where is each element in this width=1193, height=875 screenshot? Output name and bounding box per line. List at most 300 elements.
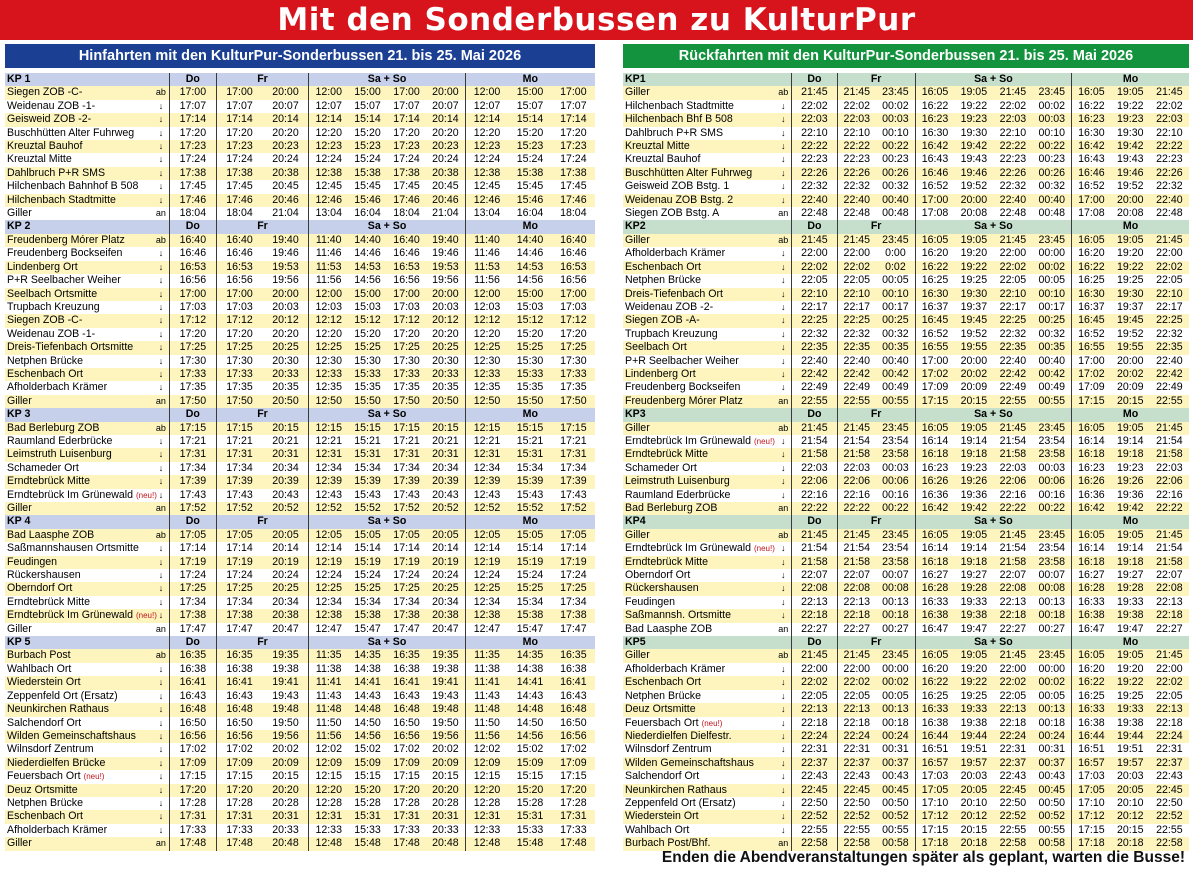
time-cell: 23:54	[876, 542, 915, 555]
time-cell: 15:46	[348, 194, 387, 207]
time-cell: 19:23	[954, 113, 993, 126]
time-cell: 00:18	[1032, 717, 1071, 730]
time-cell: 22:22	[837, 140, 876, 153]
time-cell: 22:42	[792, 368, 837, 381]
time-cell: 17:31	[552, 810, 595, 823]
new-badge: (neu!)	[135, 490, 157, 500]
stop-name: Wilden Gemeinschaftshaus	[623, 757, 775, 770]
kp-header-row	[623, 636, 1189, 649]
time-cell: 19:22	[1111, 676, 1150, 689]
time-cell: 16:40	[387, 234, 426, 247]
day-header-mo: Mo	[465, 515, 595, 528]
time-cell: 22:42	[837, 368, 876, 381]
time-cell: 16:47	[1072, 623, 1111, 636]
time-cell: 17:46	[170, 194, 216, 207]
time-cell: 16:22	[915, 100, 954, 113]
time-cell: 19:51	[954, 743, 993, 756]
time-cell: 19:55	[954, 341, 993, 354]
time-cell: 17:33	[170, 368, 216, 381]
time-cell: 00:00	[1032, 247, 1071, 260]
stop-type: an	[153, 837, 170, 850]
time-cell: 12:25	[465, 341, 508, 354]
time-cell: 22:24	[1150, 730, 1189, 743]
time-cell: 20:25	[426, 341, 465, 354]
time-cell: 00:10	[876, 288, 915, 301]
down-arrow-icon: ↓	[153, 127, 170, 140]
time-cell: 14:43	[508, 690, 551, 703]
stop-name: Erndtebrück Mitte	[623, 556, 775, 569]
down-arrow-icon: ↓	[153, 247, 170, 260]
time-cell: 12:50	[309, 395, 348, 408]
page-banner: Mit den Sonderbussen zu KulturPur	[0, 0, 1193, 40]
time-cell: 17:19	[216, 556, 262, 569]
time-cell: 16:05	[1072, 86, 1111, 99]
time-cell: 22:06	[837, 475, 876, 488]
down-arrow-icon: ↓	[775, 784, 791, 797]
time-cell: 17:14	[387, 542, 426, 555]
time-cell: 17:05	[1072, 784, 1111, 797]
time-cell: 15:34	[508, 462, 551, 475]
time-cell: 00:18	[876, 609, 915, 622]
time-cell: 12:00	[309, 288, 348, 301]
time-cell: 20:23	[426, 140, 465, 153]
time-cell: 17:30	[387, 355, 426, 368]
time-cell: 00:02	[876, 100, 915, 113]
time-cell: 0:00	[876, 247, 915, 260]
time-cell: 21:45	[837, 529, 876, 542]
time-cell: 19:46	[426, 247, 465, 260]
time-cell: 12:33	[309, 368, 348, 381]
time-cell: 22:40	[993, 355, 1032, 368]
table-row	[5, 180, 595, 193]
table-row	[623, 569, 1189, 582]
time-cell: 15:24	[348, 569, 387, 582]
time-cell: 12:30	[465, 355, 508, 368]
time-cell: 12:15	[465, 770, 508, 783]
time-cell: 20:21	[263, 435, 309, 448]
down-arrow-icon: ↓	[153, 355, 170, 368]
time-cell: 14:48	[508, 703, 551, 716]
kp-label: KP 3	[5, 408, 170, 421]
day-header-fr: Fr	[837, 636, 915, 649]
time-cell: 20:20	[426, 127, 465, 140]
table-row	[5, 757, 595, 770]
time-cell: 15:19	[348, 556, 387, 569]
time-cell: 16:38	[1072, 717, 1111, 730]
time-cell: 00:31	[1032, 743, 1071, 756]
time-cell: 22:13	[792, 703, 837, 716]
time-cell: 20:05	[954, 784, 993, 797]
time-cell: 20:25	[263, 341, 309, 354]
time-cell: 22:02	[1150, 676, 1189, 689]
time-cell: 12:45	[465, 180, 508, 193]
stop-name: P+R Seelbacher Weiher	[623, 355, 775, 368]
day-header-fr: Fr	[216, 220, 309, 233]
time-cell: 00:32	[1032, 328, 1071, 341]
time-cell: 17:20	[387, 784, 426, 797]
time-cell: 17:15	[915, 395, 954, 408]
time-cell: 22:16	[837, 489, 876, 502]
time-cell: 11:38	[309, 663, 348, 676]
down-arrow-icon: ↓	[775, 569, 791, 582]
time-cell: 15:38	[508, 167, 551, 180]
time-cell: 12:20	[309, 784, 348, 797]
stop-type: an	[153, 502, 170, 515]
time-cell: 12:19	[309, 556, 348, 569]
time-cell: 20:12	[263, 314, 309, 327]
time-cell: 22:13	[993, 596, 1032, 609]
time-cell: 17:39	[387, 475, 426, 488]
time-cell: 12:28	[309, 797, 348, 810]
time-cell: 22:13	[993, 703, 1032, 716]
time-cell: 00:49	[1032, 381, 1071, 394]
table-row	[5, 824, 595, 837]
down-arrow-icon: ↓	[775, 717, 791, 730]
day-header-mo: Mo	[1072, 73, 1189, 86]
time-cell: 15:38	[508, 609, 551, 622]
down-arrow-icon: ↓	[153, 596, 170, 609]
time-cell: 00:55	[876, 824, 915, 837]
day-header-saso: Sa + So	[309, 73, 465, 86]
time-cell: 12:07	[465, 100, 508, 113]
time-cell: 20:35	[263, 381, 309, 394]
time-cell: 12:31	[465, 810, 508, 823]
time-cell: 20:14	[263, 113, 309, 126]
time-cell: 23:58	[876, 556, 915, 569]
time-cell: 20:18	[1111, 837, 1150, 850]
time-cell: 15:02	[348, 743, 387, 756]
day-header-saso: Sa + So	[309, 220, 465, 233]
time-cell: 16:05	[1072, 234, 1111, 247]
time-cell: 16:05	[915, 649, 954, 662]
time-cell: 16:46	[387, 247, 426, 260]
time-cell: 16:57	[915, 757, 954, 770]
time-cell: 22:17	[1150, 301, 1189, 314]
time-cell: 19:14	[954, 435, 993, 448]
time-cell: 00:23	[876, 153, 915, 166]
time-cell: 17:05	[170, 529, 216, 542]
time-cell: 17:52	[216, 502, 262, 515]
time-cell: 17:00	[387, 86, 426, 99]
time-cell: 16:25	[1072, 690, 1111, 703]
time-cell: 17:34	[216, 462, 262, 475]
time-cell: 21:58	[1150, 448, 1189, 461]
kp-header-row	[5, 73, 595, 86]
time-cell: 20:08	[954, 207, 993, 220]
time-cell: 17:23	[170, 140, 216, 153]
time-cell: 17:38	[216, 609, 262, 622]
day-header-fr: Fr	[837, 408, 915, 421]
time-cell: 19:23	[1111, 113, 1150, 126]
time-cell: 17:19	[552, 556, 595, 569]
time-cell: 17:47	[216, 623, 262, 636]
time-cell: 16:43	[552, 690, 595, 703]
kp-label: KP3	[623, 408, 792, 421]
time-cell: 00:02	[1032, 100, 1071, 113]
time-cell: 19:46	[1111, 167, 1150, 180]
time-cell: 14:41	[348, 676, 387, 689]
time-cell: 00:50	[876, 797, 915, 810]
time-cell: 17:33	[216, 824, 262, 837]
time-cell: 12:15	[309, 770, 348, 783]
time-cell: 12:15	[309, 422, 348, 435]
stop-name: Schameder Ort	[623, 462, 775, 475]
table-row	[5, 234, 595, 247]
time-cell: 17:52	[552, 502, 595, 515]
time-cell: 17:00	[915, 355, 954, 368]
time-cell: 22:22	[792, 502, 837, 515]
stop-name: Oberndorf Ort	[5, 582, 153, 595]
time-cell: 22:08	[792, 582, 837, 595]
time-cell: 20:20	[263, 784, 309, 797]
time-cell: 11:35	[309, 649, 348, 662]
time-cell: 16:20	[915, 663, 954, 676]
time-cell: 22:25	[1150, 314, 1189, 327]
time-cell: 00:22	[876, 502, 915, 515]
table-row	[623, 140, 1189, 153]
time-cell: 16:53	[387, 261, 426, 274]
stop-name: Dreis-Tiefenbach Ortsmitte	[5, 341, 153, 354]
time-cell: 17:35	[387, 381, 426, 394]
down-arrow-icon: ↓	[775, 328, 791, 341]
down-arrow-icon: ↓	[775, 663, 791, 676]
time-cell: 23:58	[1032, 556, 1071, 569]
time-cell: 20:20	[263, 328, 309, 341]
time-cell: 22:35	[837, 341, 876, 354]
time-cell: 17:03	[216, 301, 262, 314]
time-cell: 21:58	[792, 448, 837, 461]
time-cell: 19:42	[1111, 502, 1150, 515]
time-cell: 17:02	[387, 743, 426, 756]
table-row	[5, 100, 595, 113]
time-cell: 22:03	[1150, 462, 1189, 475]
time-cell: 20:07	[426, 100, 465, 113]
time-cell: 22:13	[1150, 703, 1189, 716]
time-cell: 17:38	[170, 609, 216, 622]
time-cell: 21:45	[1150, 649, 1189, 662]
time-cell: 19:20	[954, 247, 993, 260]
stop-type: an	[153, 395, 170, 408]
time-cell: 12:34	[309, 462, 348, 475]
time-cell: 22:55	[792, 824, 837, 837]
day-header-fr: Fr	[837, 220, 915, 233]
time-cell: 22:58	[1150, 837, 1189, 850]
table-row	[623, 194, 1189, 207]
time-cell: 22:26	[792, 167, 837, 180]
time-cell: 17:46	[216, 194, 262, 207]
down-arrow-icon: ↓	[775, 797, 791, 810]
time-cell: 22:22	[837, 502, 876, 515]
time-cell: 15:09	[348, 757, 387, 770]
time-cell: 20:00	[263, 288, 309, 301]
down-arrow-icon: ↓	[775, 824, 791, 837]
time-cell: 22:00	[792, 247, 837, 260]
time-cell: 17:48	[552, 837, 595, 850]
time-cell: 16:56	[170, 730, 216, 743]
time-cell: 22:18	[1150, 609, 1189, 622]
time-cell: 22:23	[1150, 153, 1189, 166]
time-cell: 22:00	[792, 663, 837, 676]
kp-header-row	[5, 636, 595, 649]
table-row	[623, 475, 1189, 488]
time-cell: 21:54	[792, 542, 837, 555]
time-cell: 19:44	[954, 730, 993, 743]
time-cell: 17:34	[170, 596, 216, 609]
time-cell: 20:18	[954, 837, 993, 850]
time-cell: 19:26	[954, 475, 993, 488]
kp-label: KP 2	[5, 220, 170, 233]
time-cell: 19:56	[263, 274, 309, 287]
kp-label: KP1	[623, 73, 792, 86]
time-cell: 17:08	[1072, 207, 1111, 220]
time-cell: 20:12	[426, 314, 465, 327]
day-header-mo: Mo	[465, 73, 595, 86]
time-cell: 17:43	[170, 489, 216, 502]
time-cell: 17:07	[552, 100, 595, 113]
stop-name: Raumland Ederbrücke	[623, 489, 775, 502]
time-cell: 00:13	[876, 703, 915, 716]
time-cell: 17:30	[552, 355, 595, 368]
time-cell: 19:55	[1111, 341, 1150, 354]
time-cell: 13:04	[465, 207, 508, 220]
time-cell: 15:25	[508, 341, 551, 354]
time-cell: 22:02	[792, 261, 837, 274]
time-cell: 14:43	[348, 690, 387, 703]
time-cell: 16:35	[216, 649, 262, 662]
stop-name: Wilnsdorf Zentrum	[623, 743, 775, 756]
table-row	[623, 274, 1189, 287]
kp-header-row	[5, 220, 595, 233]
time-cell: 19:38	[954, 609, 993, 622]
time-cell: 17:00	[1072, 355, 1111, 368]
time-cell: 22:52	[792, 810, 837, 823]
time-cell: 22:40	[1150, 194, 1189, 207]
time-cell: 14:46	[508, 247, 551, 260]
time-cell: 16:30	[915, 288, 954, 301]
time-cell: 22:35	[993, 341, 1032, 354]
time-cell: 15:25	[508, 582, 551, 595]
time-cell: 21:45	[792, 422, 837, 435]
time-cell: 17:35	[552, 381, 595, 394]
time-cell: 17:50	[170, 395, 216, 408]
time-cell: 00:52	[1032, 810, 1071, 823]
time-cell: 12:34	[309, 596, 348, 609]
time-cell: 15:34	[348, 596, 387, 609]
time-cell: 21:45	[837, 234, 876, 247]
down-arrow-icon: ↓	[153, 542, 170, 555]
stop-name: Siegen ZOB -C-	[5, 314, 153, 327]
time-cell: 17:00	[552, 288, 595, 301]
stop-type: an	[775, 502, 791, 515]
stop-name: Geisweid ZOB Bstg. 1	[623, 180, 775, 193]
time-cell: 12:46	[465, 194, 508, 207]
time-cell: 22:55	[1150, 395, 1189, 408]
table-row	[5, 837, 595, 850]
time-cell: 22:45	[792, 784, 837, 797]
time-cell: 20:47	[263, 623, 309, 636]
time-cell: 13:04	[309, 207, 348, 220]
time-cell: 17:31	[170, 448, 216, 461]
time-cell: 21:45	[792, 234, 837, 247]
time-cell: 00:18	[876, 717, 915, 730]
time-cell: 12:19	[465, 556, 508, 569]
time-cell: 22:02	[993, 100, 1032, 113]
time-cell: 19:23	[954, 462, 993, 475]
down-arrow-icon: ↓	[775, 381, 791, 394]
time-cell: 20:33	[263, 824, 309, 837]
time-cell: 15:24	[348, 153, 387, 166]
time-cell: 19:30	[954, 127, 993, 140]
time-cell: 22:42	[1150, 368, 1189, 381]
stop-name: Weidenau ZOB -1-	[5, 328, 153, 341]
time-cell: 20:09	[263, 757, 309, 770]
time-cell: 22:00	[993, 663, 1032, 676]
time-cell: 16:56	[387, 730, 426, 743]
stop-name: Afholderbach Krämer	[5, 824, 153, 837]
table-row	[5, 717, 595, 730]
time-cell: 19:25	[954, 690, 993, 703]
stop-name: Hilchenbach Stadtmitte	[623, 100, 775, 113]
time-cell: 20:43	[426, 489, 465, 502]
time-cell: 00:37	[876, 757, 915, 770]
time-cell: 19:27	[954, 569, 993, 582]
time-cell: 21:04	[426, 207, 465, 220]
time-cell: 17:25	[387, 341, 426, 354]
time-cell: 22:25	[837, 314, 876, 327]
stop-name: Bad Laasphe ZOB	[623, 623, 775, 636]
time-cell: 20:46	[263, 194, 309, 207]
down-arrow-icon: ↓	[775, 314, 791, 327]
time-cell: 19:14	[1111, 435, 1150, 448]
time-cell: 15:30	[348, 355, 387, 368]
time-cell: 22:52	[837, 810, 876, 823]
time-cell: 17:20	[170, 784, 216, 797]
down-arrow-icon: ↓	[775, 435, 791, 448]
time-cell: 20:24	[426, 153, 465, 166]
time-cell: 22:27	[1150, 623, 1189, 636]
time-cell: 12:52	[465, 502, 508, 515]
table-row	[5, 328, 595, 341]
table-row	[5, 569, 595, 582]
time-cell: 19:43	[954, 153, 993, 166]
table-row	[5, 301, 595, 314]
stop-name: Weidenau ZOB -2-	[623, 301, 775, 314]
time-cell: 23:45	[1032, 529, 1071, 542]
time-cell: 22:13	[792, 596, 837, 609]
stop-name: Afholderbach Krämer	[5, 381, 153, 394]
time-cell: 20:12	[1111, 810, 1150, 823]
time-cell: 11:46	[309, 247, 348, 260]
time-cell: 17:14	[552, 113, 595, 126]
timetable	[5, 73, 595, 851]
time-cell: 17:50	[387, 395, 426, 408]
time-cell: 00:22	[1032, 502, 1071, 515]
time-cell: 15:02	[508, 743, 551, 756]
time-cell: 19:30	[954, 288, 993, 301]
time-cell: 21:45	[993, 649, 1032, 662]
day-header-mo: Mo	[465, 408, 595, 421]
table-row	[623, 824, 1189, 837]
time-cell: 17:15	[915, 824, 954, 837]
time-cell: 00:13	[1032, 596, 1071, 609]
time-cell: 15:28	[508, 797, 551, 810]
time-cell: 15:20	[348, 127, 387, 140]
time-cell: 12:35	[309, 381, 348, 394]
time-cell: 21:54	[993, 542, 1032, 555]
time-cell: 16:38	[915, 609, 954, 622]
time-cell: 17:46	[387, 194, 426, 207]
time-cell: 21:58	[837, 448, 876, 461]
